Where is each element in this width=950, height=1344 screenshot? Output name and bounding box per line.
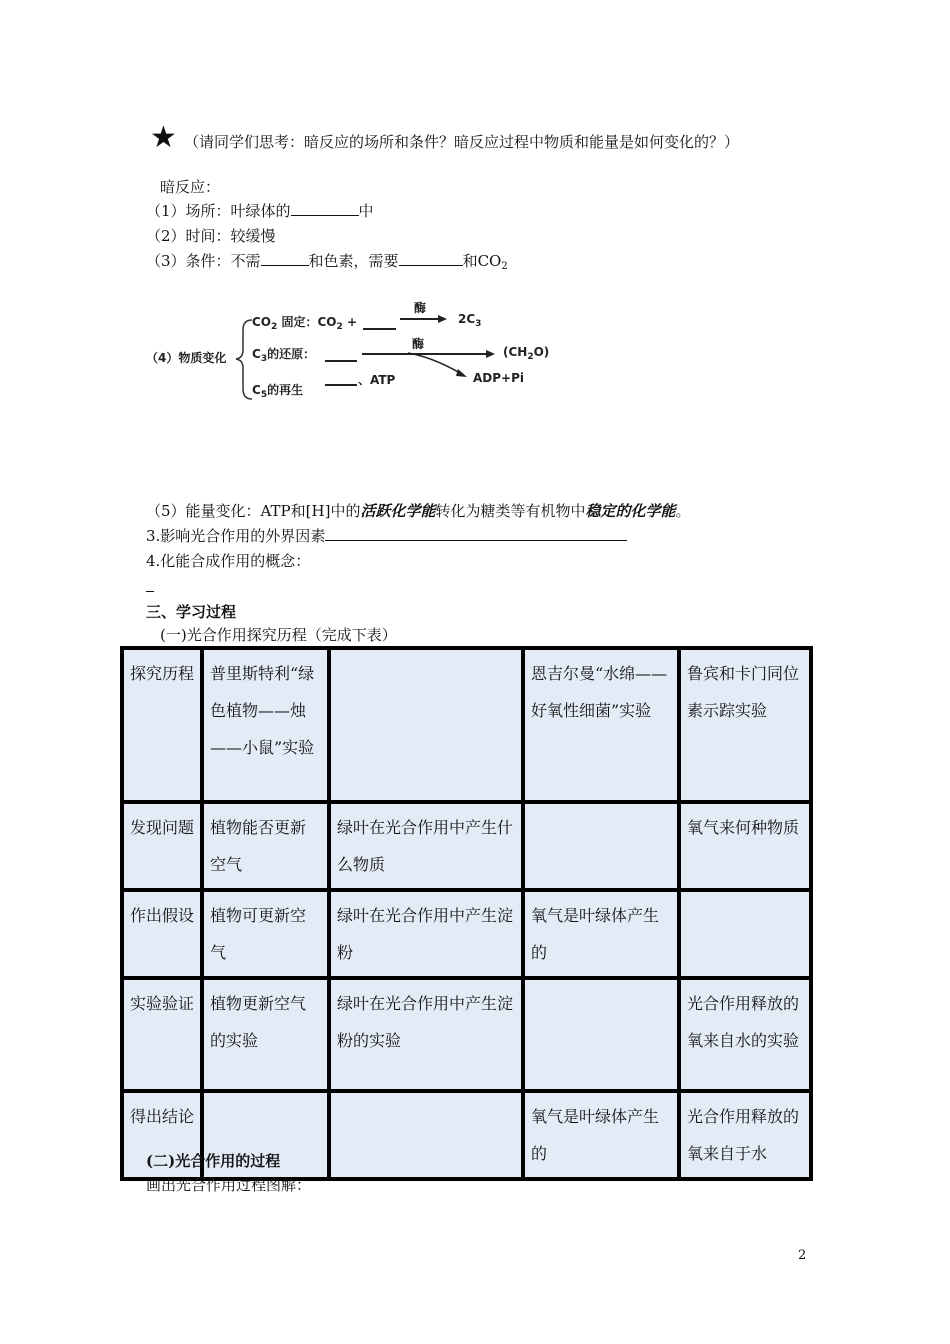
arrow-fix-head	[438, 315, 447, 323]
co2-fix-row: $CO_2$ 固定：$CO_2$ +	[252, 315, 358, 332]
table-cell: 普里斯特利“绿色植物——烛——小鼠”实验	[202, 648, 329, 802]
condition-blank-2[interactable]	[399, 250, 463, 266]
brace	[236, 320, 252, 399]
table-cell: 氧气来何种物质	[679, 802, 811, 890]
sub-two-title: (二)光合作用的过程	[146, 1152, 281, 1170]
stable-energy: 稳定的化学能	[585, 502, 676, 520]
dark-reaction-place: （1）场所：叶绿体的 中	[146, 202, 374, 220]
material-change-diagram	[140, 295, 560, 410]
c3-reduce-row: $C_3$的还原：	[252, 347, 316, 364]
table-cell[interactable]	[523, 802, 679, 890]
table-cell: 绿叶在光合作用中产生什么物质	[329, 802, 523, 890]
table-cell[interactable]	[523, 978, 679, 1091]
dark-reaction-time: （2）时间：较缓慢	[146, 227, 276, 245]
arrow-reduce-head	[486, 350, 495, 358]
table-cell: 鲁宾和卡门同位素示踪实验	[679, 648, 811, 802]
product-ch2o: $(CH_2O)$	[503, 345, 550, 362]
factors-blank[interactable]	[325, 525, 627, 541]
sub-one-title: (一)光合作用探究历程（完成下表）	[160, 626, 397, 644]
inquiry-history-table	[120, 646, 813, 1181]
think-prompt: （请同学们思考：暗反应的场所和条件？暗反应过程中物质和能量是如何变化的？）	[184, 133, 740, 151]
table-cell: 绿叶在光合作用中产生淀粉	[329, 890, 523, 978]
enzyme-middle: 酶	[412, 337, 425, 351]
enzyme-top: 酶	[414, 301, 427, 315]
page-number: 2	[798, 1248, 807, 1263]
place-blank[interactable]	[291, 200, 359, 216]
product-2c3: $2C_3$	[458, 312, 482, 329]
dark-reaction-heading: 暗反应：	[160, 178, 221, 196]
table-row	[122, 890, 811, 978]
table-row	[122, 648, 811, 802]
table-cell: 实验验证	[122, 978, 202, 1091]
table-cell: 植物更新空气的实验	[202, 978, 329, 1091]
dark-reaction-condition: （3）条件：不需 和色素，需要 和$CO_2$	[146, 252, 508, 272]
table-cell: 氧气是叶绿体产生的	[523, 1091, 679, 1179]
table-cell: 光合作用释放的氧来自水的实验	[679, 978, 811, 1091]
draw-prompt: 画出光合作用过程图解：	[146, 1176, 312, 1194]
table-cell: 作出假设	[122, 890, 202, 978]
item-4: 4.化能合成作用的概念：	[146, 552, 311, 570]
table-row	[122, 978, 811, 1091]
table-cell: 光合作用释放的氧来自于水	[679, 1091, 811, 1179]
table-cell: 恩吉尔曼“水绵——好氧性细菌”实验	[523, 648, 679, 802]
arrow-atp-curve	[408, 353, 460, 373]
diagram-label: （4）物质变化	[146, 351, 227, 365]
adp-label: ADP+Pi	[473, 371, 525, 385]
active-energy: 活跃化学能	[360, 502, 436, 520]
table-cell: 植物能否更新空气	[202, 802, 329, 890]
table-cell: 发现问题	[122, 802, 202, 890]
table-cell[interactable]	[329, 648, 523, 802]
section-three-title: 三、学习过程	[146, 603, 237, 621]
concept-blank[interactable]	[146, 591, 154, 592]
table-cell[interactable]	[329, 1091, 523, 1179]
c5-regen-row: $C_5$的再生	[252, 383, 304, 400]
table-cell: 植物可更新空气	[202, 890, 329, 978]
table-cell: 得出结论	[122, 1091, 202, 1179]
energy-change: （5）能量变化：ATP和[H]中的活跃化学能转化为糖类等有机物中稳定的化学能。	[146, 502, 691, 520]
table-cell: 绿叶在光合作用中产生淀粉的实验	[329, 978, 523, 1091]
table-cell: 探究历程	[122, 648, 202, 802]
condition-blank-1[interactable]	[261, 250, 309, 266]
table-cell: 氧气是叶绿体产生的	[523, 890, 679, 978]
arrow-atp-head	[456, 369, 467, 377]
atp-label: 、ATP	[358, 373, 396, 387]
star-icon: ★	[150, 120, 177, 155]
table-row	[122, 802, 811, 890]
table-cell[interactable]	[679, 890, 811, 978]
item-3: 3.影响光合作用的外界因素	[146, 525, 627, 547]
